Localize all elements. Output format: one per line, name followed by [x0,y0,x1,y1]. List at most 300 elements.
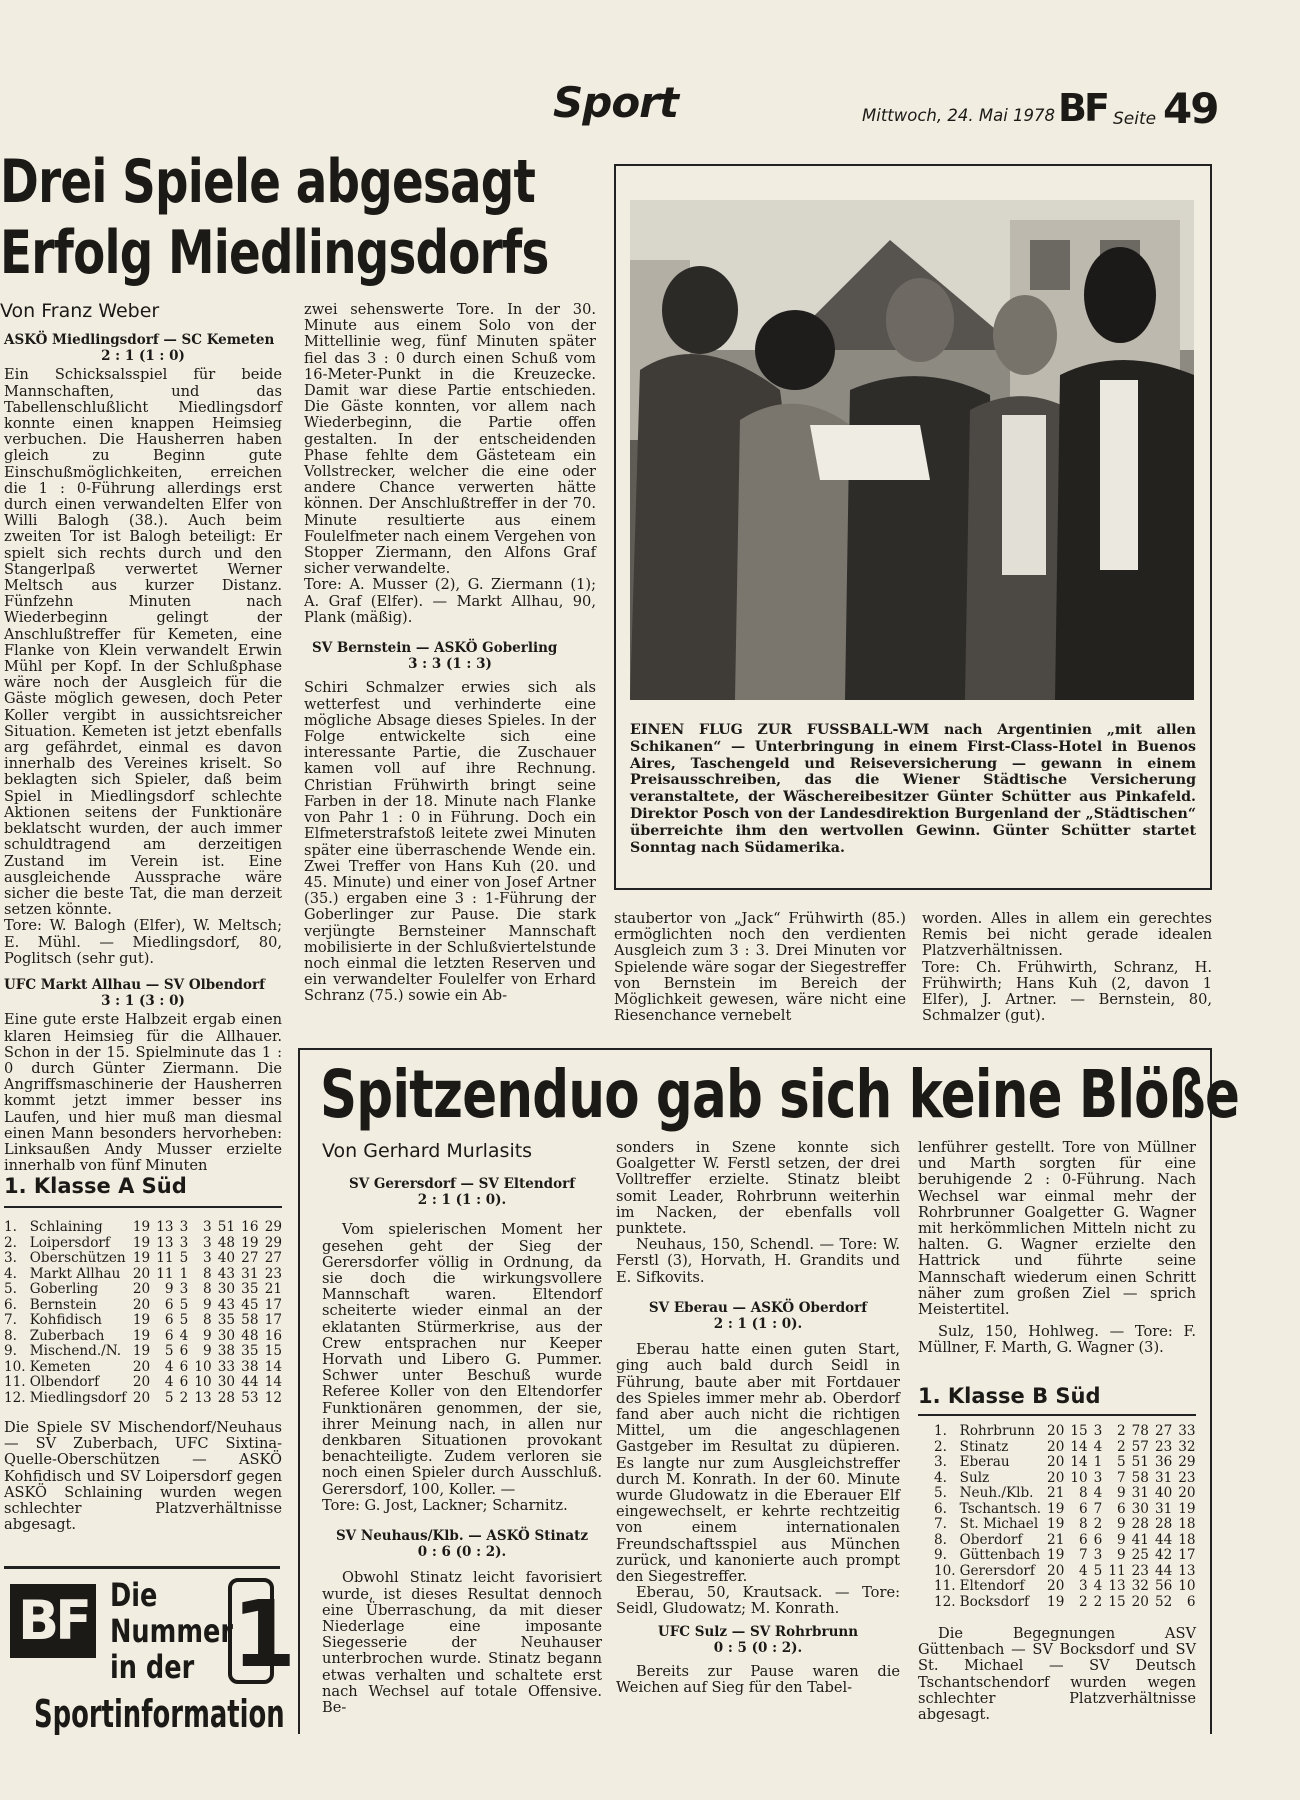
stat-cell: 20 [132,1374,151,1390]
match-title: ASKÖ Miedlingsdorf — SC Kemeten [4,332,275,348]
match-title: SV Eberau — ASKÖ Oberdorf [648,1299,868,1316]
stat-cell: 3 [179,1281,189,1297]
match-score: 3 : 1 (3 : 0) [101,993,185,1010]
team-name: Kemeten [29,1358,91,1375]
stat-cell: 41 [1131,1531,1149,1548]
team-name: Neuh./Klb. [959,1485,1034,1501]
table-row [4,1375,282,1391]
stat-cell: 14 [1070,1454,1088,1470]
stat-cell: 19 [132,1250,151,1266]
stat-cell: 5 [1116,1454,1126,1470]
stat-cell: 15 [264,1343,282,1359]
article2-headline: Spitzenduo gab sich keine Blöße [320,1056,1240,1133]
stat-cell: 19 [1047,1593,1065,1610]
stat-cell: 44 [1154,1562,1173,1579]
table-b-rule [918,1414,1196,1416]
stat-cell: 2 [1116,1423,1126,1439]
team-name: Mischend./N. [29,1343,122,1359]
team-name: Markt Allhau [29,1265,121,1282]
match-title: SV Gerersdorf — SV Eltendorf [348,1176,576,1192]
match-goals: Tore: A. Musser (2), G. Ziermann (1); A. Graf (Elfer). — Markt Allhau, 90, Plank (mäßig). [304,576,596,626]
table-row [4,1267,282,1283]
stat-cell: 10 [194,1358,212,1375]
stat-cell: 4 [164,1358,174,1375]
stat-cell: 40 [1154,1485,1173,1501]
stat-cell: 1 [1093,1454,1103,1470]
stat-cell: 44 [1154,1531,1173,1548]
article1-column-3 [614,911,906,1024]
stat-cell: 6 [1079,1500,1088,1517]
table-row [4,1391,282,1407]
stat-cell: 9 [1116,1531,1126,1548]
match-score: 2 : 1 (1 : 0) [101,348,185,365]
table-row [4,1282,282,1298]
table-row [934,1595,1196,1611]
stat-cell: 19 [1178,1500,1196,1517]
stat-cell: 58 [1131,1469,1149,1486]
stat-cell: 44 [241,1374,259,1390]
match-score: 2 : 1 (1 : 0). [713,1316,803,1333]
rank: 9. [4,1343,17,1359]
match-report: Bereits zur Pause waren die Weichen auf Sieg für den Tabel- [616,1663,900,1697]
stat-cell: 8 [203,1312,212,1328]
team-name: Gerersdorf [959,1562,1035,1579]
header-logo: BF [1058,86,1107,130]
stat-cell: 2 [1116,1438,1126,1455]
stat-cell: 13 [156,1219,174,1235]
stat-cell: 56 [1154,1578,1173,1594]
stat-cell: 20 [1047,1562,1065,1579]
match-title: SV Neuhaus/Klb. — ASKÖ Stinatz [335,1528,589,1545]
stat-cell: 6 [179,1343,189,1359]
article2-column-1 [322,1176,602,1716]
stat-cell: 17 [264,1296,282,1313]
match-report: sonders in Szene konnte sich Goalgetter W. Ferstl setzen, der drei Volltreffer erzielte. Stinatz bleibt somit Leader, Rohrbrunn weiterhin im Nacken, der ebenfalls voll punktete. [616,1139,900,1238]
table-row [4,1344,282,1360]
stat-cell: 51 [1131,1454,1149,1470]
stat-cell: 32 [1131,1578,1149,1594]
team-name: Loipersdorf [29,1234,110,1251]
table-row [934,1440,1196,1456]
match-report: staubertor von „Jack“ Frühwirth (85.) ermöglichten noch den verdienten Ausgleich zum 3 : 3. Drei Minuten vor Spielende wäre sogar der Siegestreffer von Bernstein im Bereich der Möglichkeit gewesen, wäre nicht eine Riesenchance vernebelt [614,910,906,1025]
stat-cell: 21 [1047,1485,1065,1501]
stat-cell: 27 [1154,1423,1173,1439]
stat-cell: 20 [132,1296,151,1313]
ad-box [4,1566,297,1762]
table-row [934,1533,1196,1549]
issue-date: Mittwoch, 24. Mai 1978 [862,106,1056,125]
photo [630,200,1194,700]
stat-cell: 31 [1154,1469,1173,1486]
stat-cell: 2 [1079,1593,1088,1610]
stat-cell: 5 [164,1343,174,1359]
ad-line-4: Sportinformation [34,1692,285,1736]
stat-cell: 3 [203,1234,212,1251]
stat-cell: 6 [1093,1531,1103,1548]
stat-cell: 14 [264,1358,282,1375]
team-name: Güttenbach [959,1547,1041,1563]
team-name: Rohrbrunn [959,1423,1035,1439]
stat-cell: 28 [1131,1516,1149,1532]
ad-line-1: Die [110,1576,158,1614]
stat-cell: 19 [1047,1500,1065,1517]
stat-cell: 43 [217,1265,236,1282]
stat-cell: 23 [1131,1562,1149,1579]
match-score: 2 : 1 (1 : 0). [417,1192,507,1209]
stat-cell: 13 [156,1234,174,1251]
table-a-note: Die Spiele SV Mischendorf/Neuhaus — SV Zuberbach, UFC Sixtina-Quelle-Oberschützen — ASKÖ Kohfidisch und SV Loipersdorf gegen ASKÖ Schlaining wurden wegen schlechter Platzverhältnisse abgesagt. [4,1419,282,1534]
table-row [934,1579,1196,1595]
stat-cell: 25 [1131,1547,1149,1563]
stat-cell: 38 [217,1343,236,1359]
rank: 6. [934,1500,947,1517]
stat-cell: 4 [179,1327,189,1344]
stat-cell: 31 [1131,1485,1149,1501]
stat-cell: 27 [241,1250,259,1266]
stat-cell: 19 [1047,1547,1065,1563]
article1-column-1 [4,332,282,1174]
rank: 12. [934,1593,956,1610]
rank: 7. [4,1312,17,1328]
stat-cell: 2 [1093,1516,1103,1532]
table-b-note: Die Begegnungen ASV Güttenbach — SV Bocksdorf und SV St. Michael — SV Deutsch Tschantschendorf wurden wegen schlechter Platzverhältnisse abgesagt. [918,1625,1196,1724]
team-name: Kohfidisch [29,1312,102,1328]
page-number: 49 [1163,84,1218,133]
stat-cell: 4 [1093,1578,1103,1594]
table-row [4,1298,282,1314]
match-goals: Sulz, 150, Hohlweg. — Tore: F. Müllner, F. Marth, G. Wagner (3). [918,1323,1196,1357]
stat-cell: 15 [1070,1423,1088,1439]
stat-cell: 4 [164,1374,174,1390]
team-name: Goberling [29,1281,99,1297]
stat-cell: 12 [264,1389,282,1406]
stat-cell: 3 [203,1219,212,1235]
team-name: Eltendorf [959,1578,1025,1594]
team-name: Olbendorf [29,1374,100,1390]
stat-cell: 5 [179,1296,189,1313]
team-name: Bocksdorf [959,1593,1030,1610]
article1-headline-line1: Drei Spiele abgesagt [0,147,536,217]
table-row [4,1220,282,1236]
ad-line-2: Nummer [110,1612,233,1650]
stat-cell: 36 [1154,1454,1173,1470]
stat-cell: 4 [1079,1562,1088,1579]
stat-cell: 45 [241,1296,259,1313]
stat-cell: 5 [164,1389,174,1406]
stat-cell: 19 [241,1234,259,1251]
rank: 1. [4,1219,17,1235]
stat-cell: 33 [1178,1423,1196,1439]
match-goals: Tore: G. Jost, Lackner; Scharnitz. [322,1496,568,1514]
stat-cell: 9 [1116,1516,1126,1532]
rank: 11. [4,1374,26,1390]
rank: 11. [934,1578,956,1594]
stat-cell: 20 [1131,1593,1149,1610]
team-name: Tschantsch. [959,1500,1042,1517]
stat-cell: 3 [1079,1578,1088,1594]
article1-column-2 [304,302,596,1005]
ad-rule [4,1566,280,1569]
stat-cell: 20 [1047,1454,1065,1470]
match-report: Schiri Schmalzer erwies sich als wetterfest und verhinderte eine mögliche Absage dieses Spieles. In der Folge entwickelte sich eine interessante Partie, die Zuschauer kamen voll auf ihre Rechnung. Christian Frühwirth bringt seine Farben in der 18. Minute nach Flanke von Pahr 1 : 0 in Führung. Doch ein Elfmeterstrafstoß leitete zwei Minuten später eine überraschende Wende ein. Zwei Treffer von Hans Kuh (20. und 45. Minute) und einer von Josef Artner (35.) ergaben eine 3 : 1-Führung der Goberlinger zur Pause. Die stark verjüngte Bernsteiner Mannschaft mobilisierte in der Schlußviertelstunde noch einmal die letzten Reserven und ein verwandelter Foulelfer von Erhard Schranz (75.) sowie ein Ab- [304,679,596,1005]
stat-cell: 13 [194,1389,212,1406]
stat-cell: 23 [264,1265,282,1282]
stat-cell: 5 [179,1250,189,1266]
rank: 2. [934,1438,947,1455]
rank: 2. [4,1234,17,1251]
match-goals: Eberau, 50, Krautsack. — Tore: Seidl, Gludowatz; M. Konrath. [616,1584,900,1618]
stat-cell: 35 [241,1343,259,1359]
stat-cell: 10 [1070,1469,1088,1486]
rank: 4. [934,1469,947,1486]
photo-image [630,200,1194,700]
stat-cell: 6 [179,1358,189,1375]
stat-cell: 35 [241,1281,259,1297]
stat-cell: 19 [1047,1516,1065,1532]
team-name: Stinatz [959,1438,1009,1455]
stat-cell: 7 [1079,1547,1088,1563]
stat-cell: 30 [217,1327,236,1344]
stat-cell: 6 [164,1296,174,1313]
stat-cell: 10 [1178,1578,1196,1594]
match-goals: Tore: W. Balogh (Elfer), W. Meltsch; E. Mühl. — Miedlingsdorf, 80, Poglitsch (sehr gut). [4,917,282,967]
team-name: Zuberbach [29,1327,105,1344]
photo-caption: EINEN FLUG ZUR FUSSBALL-WM nach Argentinien „mit allen Schikanen“ — Unterbringung in einem First-Class-Hotel in Buenos Aires, Taschengeld und Reiseversicherung — gewann in einem Preisausschreiben, das die Wiener Städtische Versicherung veranstaltete, der Wäschereibesitzer Günter Schütter aus Pinkafeld. Direktor Posch von der Landesdirektion Burgenland der „Städtischen“ überreichte ihm den wertvollen Gewinn. Günter Schütter startet Sonntag nach Südamerika. [630,722,1196,856]
match-score: 0 : 6 (0 : 2). [417,1544,507,1561]
rank: 10. [934,1562,956,1579]
stat-cell: 20 [132,1265,151,1282]
stat-cell: 5 [179,1312,189,1328]
team-name: Bernstein [29,1296,97,1313]
stat-cell: 3 [179,1234,189,1251]
stat-cell: 2 [1093,1593,1103,1610]
match-report: lenführer gestellt. Tore von Müllner und Marth sorgten für eine beruhigende 2 : 0-Führung. Nach Wechsel war einmal mehr der Rohrbrunner Goalgetter G. Wagner mit herkömmlichen Mitteln nicht zu halten. G. Wagner erzielte den Hattrick und führte seine Mannschaft wiederum einen Schritt näher zum großen Ziel — sprich Meistertitel. [918,1139,1196,1319]
stat-cell: 20 [132,1358,151,1375]
stat-cell: 2 [179,1389,189,1406]
stat-cell: 13 [1178,1562,1196,1579]
rank: 12. [4,1389,26,1406]
table-row [934,1564,1196,1580]
stat-cell: 3 [1093,1423,1103,1439]
team-name: Eberau [959,1454,1010,1470]
rank: 6. [4,1296,17,1313]
stat-cell: 31 [1154,1500,1173,1517]
stat-cell: 8 [203,1265,212,1282]
section-title: Sport [553,78,678,127]
stat-cell: 6 [1116,1500,1126,1517]
table-row [934,1486,1196,1502]
stat-cell: 32 [1178,1438,1196,1455]
stat-cell: 23 [1178,1469,1196,1486]
team-name: Oberdorf [959,1531,1023,1548]
stat-cell: 8 [1079,1516,1088,1532]
page-label: Seite [1113,109,1157,129]
match-report: worden. Alles in allem ein gerechtes Remis bei nicht gerade idealen Platzverhältnissen. [922,910,1212,960]
table-a-title: 1. Klasse A Süd [4,1174,187,1198]
stat-cell: 51 [217,1219,236,1235]
stat-cell: 7 [1093,1500,1103,1517]
stat-cell: 53 [241,1389,259,1406]
photo-box [614,164,1212,890]
stat-cell: 10 [194,1374,212,1390]
stat-cell: 11 [1108,1562,1126,1579]
stat-cell: 16 [241,1219,259,1235]
match-title: UFC Markt Allhau — SV Olbendorf [4,976,265,993]
article1-column-4 [922,911,1212,1024]
stat-cell: 20 [132,1281,151,1297]
stat-cell: 14 [1070,1438,1088,1455]
stat-cell: 18 [1178,1531,1196,1548]
stat-cell: 20 [1047,1469,1065,1486]
stat-cell: 19 [132,1343,151,1359]
stat-cell: 3 [1093,1547,1103,1563]
table-row [4,1236,282,1252]
stat-cell: 11 [156,1265,174,1282]
stat-cell: 30 [217,1281,236,1297]
stat-cell: 30 [217,1374,236,1390]
rank: 9. [934,1547,947,1563]
match-goals: Tore: Ch. Frühwirth, Schranz, H. Frühwirth; Hans Kuh (2, davon 1 Elfer), J. Artner. — Bernstein, 80, Schmalzer (gut). [922,958,1212,1025]
stat-cell: 21 [264,1281,282,1297]
stat-cell: 19 [132,1234,151,1251]
stat-cell: 78 [1131,1423,1149,1439]
stat-cell: 9 [164,1281,174,1297]
stat-cell: 31 [241,1265,259,1282]
rank: 8. [4,1327,17,1344]
table-row [934,1424,1196,1440]
match-title: SV Bernstein — ASKÖ Goberling [312,640,558,657]
stat-cell: 7 [1116,1469,1126,1486]
stat-cell: 17 [264,1312,282,1328]
stat-cell: 8 [203,1281,212,1297]
stat-cell: 3 [1093,1469,1103,1486]
ad-line-3: in der [110,1648,195,1686]
stat-cell: 21 [1047,1531,1065,1548]
match-goals: Neuhaus, 150, Schendl. — Tore: W. Ferstl (3), Horvath, H. Grandits und E. Sifkovits. [616,1236,900,1286]
stat-cell: 42 [1154,1547,1173,1563]
stat-cell: 20 [1047,1578,1065,1594]
stat-cell: 6 [164,1327,174,1344]
stat-cell: 40 [217,1250,236,1266]
team-name: Miedlingsdorf [29,1389,127,1406]
table-a [4,1220,282,1406]
stat-cell: 58 [241,1312,259,1328]
stat-cell: 17 [1178,1547,1196,1563]
stat-cell: 11 [156,1250,174,1266]
table-row [934,1455,1196,1471]
stat-cell: 6 [1079,1531,1088,1548]
stat-cell: 6 [1186,1593,1196,1610]
table-row [4,1329,282,1345]
ad-digit: 1 [228,1578,274,1684]
rank: 8. [934,1531,947,1548]
stat-cell: 33 [217,1358,236,1375]
stat-cell: 48 [241,1327,259,1344]
stat-cell: 1 [179,1265,189,1282]
stat-cell: 29 [264,1234,282,1251]
table-row [934,1471,1196,1487]
rank: 5. [4,1281,17,1297]
stat-cell: 8 [1079,1485,1088,1501]
table-row [934,1517,1196,1533]
rank: 4. [4,1265,17,1282]
stat-cell: 13 [1108,1578,1126,1594]
stat-cell: 9 [203,1296,212,1313]
stat-cell: 43 [217,1296,236,1313]
table-row [934,1548,1196,1564]
stat-cell: 29 [264,1219,282,1235]
article2-byline: Von Gerhard Murlasits [322,1140,533,1162]
team-name: St. Michael [959,1516,1039,1532]
stat-cell: 15 [1108,1593,1126,1610]
match-report: Obwohl Stinatz leicht favorisiert wurde, ist dieses Resultat dennoch eine Überraschung, da mit dieser Niederlage eine imposante Siegesserie der Neuhauser unterbrochen wurde. Stinatz begann etwas verhalten und schaltete erst nach Wechsel auf totale Offensive. Be- [322,1569,602,1717]
table-row [4,1251,282,1267]
stat-cell: 9 [203,1327,212,1344]
stat-cell: 57 [1131,1438,1149,1455]
table-row [934,1502,1196,1518]
rank: 3. [4,1250,17,1266]
rank: 1. [934,1423,947,1439]
stat-cell: 52 [1154,1593,1173,1610]
stat-cell: 16 [264,1327,282,1344]
rank: 7. [934,1516,947,1532]
stat-cell: 5 [1093,1562,1103,1579]
match-report: zwei sehenswerte Tore. In der 30. Minute aus einem Solo von der Mittellinie weg, fünf Minuten später fiel das 3 : 0 durch einen Schuß vom 16-Meter-Punkt in die Kreuzecke. Damit war diese Partie entschieden. Die Gäste konnten, vor allem nach Wiederbeginn, die Partie offen gestalten. In der entscheidenden Phase fehlte dem Gästeteam ein Vollstrecker, welcher die eine oder andere Chance verwerten hätte können. Der Anschlußtreffer in der 70. Minute resultierte aus einem Foulelfmeter nach einem Vergehen von Stopper Ziermann, den Alfons Graf sicher verwandelte. [304,301,596,578]
rank: 3. [934,1454,947,1470]
team-name: Oberschützen [29,1250,126,1266]
stat-cell: 6 [179,1374,189,1390]
stat-cell: 18 [1178,1516,1196,1532]
stat-cell: 28 [1154,1516,1173,1532]
stat-cell: 4 [1093,1438,1103,1455]
stat-cell: 3 [203,1250,212,1266]
stat-cell: 6 [164,1312,174,1328]
rank: 10. [4,1358,26,1375]
article2-column-3 [918,1140,1196,1357]
stat-cell: 20 [132,1389,151,1406]
match-score: 3 : 3 (1 : 3) [408,656,492,673]
stat-cell: 14 [264,1374,282,1390]
ad-logo: BF [10,1584,96,1658]
stat-cell: 9 [203,1343,212,1359]
rank: 5. [934,1485,947,1501]
match-report: Eberau hatte einen guten Start, ging auch bald durch Seidl in Führung, baute aber mit Fortdauer des Spieles immer mehr ab. Oberdorf fand aber auch nicht die richtigen Mittel, um die angeschlagenen Gastgeber im Resultat zu düpieren. Es langte nur zum Ausgleichstreffer durch M. Konrath. In der 60. Minute wurde Gludowatz in die Eberauer Elf eingewechselt, er kehrte rechtzeitig von einem internationalen Freundschaftsspiel aus München zurück, und kanonierte auch prompt den Siegestreffer. [616,1341,900,1586]
team-name: Sulz [959,1469,990,1486]
article2-column-2 [616,1140,900,1697]
match-report: Eine gute erste Halbzeit ergab einen klaren Heimsieg für die Allhauer. Schon in der 15. Spielminute das 1 : 0 durch Günter Ziermann. Die Angriffsmaschinerie der Hausherren kommt jetzt immer besser ins Laufen, und hier muß man diesmal einen Mann besonders hervorheben: Linksaußen Andy Musser erzielte innerhalb von fünf Minuten [4,1011,282,1175]
stat-cell: 38 [241,1358,259,1375]
stat-cell: 29 [1178,1454,1196,1470]
stat-cell: 28 [217,1389,236,1406]
stat-cell: 30 [1131,1500,1149,1517]
stat-cell: 20 [1047,1423,1065,1439]
stat-cell: 19 [132,1219,151,1235]
stat-cell: 19 [132,1327,151,1344]
stat-cell: 20 [1047,1438,1065,1455]
stat-cell: 48 [217,1234,236,1251]
table-row [4,1313,282,1329]
table-row [4,1360,282,1376]
match-title: UFC Sulz — SV Rohrbrunn [657,1623,859,1640]
stat-cell: 4 [1093,1485,1103,1501]
stat-cell: 20 [1178,1485,1196,1501]
match-report: Vom spielerischen Moment her gesehen geht der Sieg der Gerersdorfer völlig in Ordnung, da sie doch die wirkungsvollere Mannschaft waren. Eltendorf scheiterte wieder einmal an der eklatanten Stürmerkrise, aus der Crew entsprachen nur Keeper Horvath und Libero G. Pummer. Schwer unter Beschuß wurde Referee Koller von den Eltendorfer Funktionären genommen, der sie, ihrer Meinung nach, in allen nur denkbaren Situationen provokant benachteiligte. Zudem verloren sie noch einen Spieler durch Ausschluß. Gerersdorf, 100, Koller. — [322,1221,602,1498]
stat-cell: 23 [1154,1438,1173,1455]
stat-cell: 35 [217,1312,236,1328]
match-score: 0 : 5 (0 : 2). [713,1639,803,1656]
stat-cell: 27 [264,1250,282,1266]
team-name: Schlaining [29,1219,103,1235]
